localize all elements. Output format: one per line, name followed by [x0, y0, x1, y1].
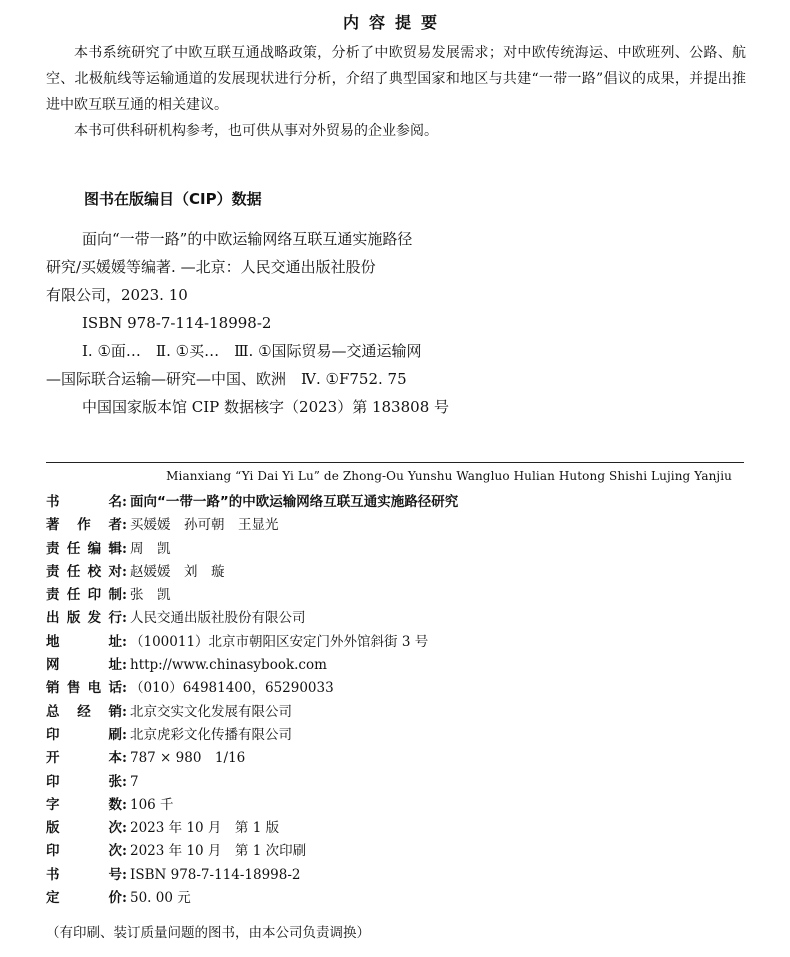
info-label-char: 制 [108, 587, 122, 604]
info-label-char: 话 [108, 680, 122, 697]
info-label-char: 印 [46, 726, 60, 743]
info-label [46, 677, 122, 700]
info-value: 787 × 980 1/16 [130, 750, 246, 767]
pinyin-title: Mianxiang “Yi Dai Yi Lu” de Zhong-Ou Yunshu Wangluo Hulian Hutong Shishi Lujing Yanjiu [166, 469, 732, 483]
info-label [46, 561, 122, 584]
info-label-char: 开 [46, 750, 60, 767]
info-label-char: 价 [108, 890, 122, 907]
info-label-char: 印 [87, 587, 102, 604]
info-value: 张 凯 [130, 587, 171, 604]
info-value: ISBN 978-7-114-18998-2 [130, 866, 301, 883]
info-label-char: 著 [46, 517, 60, 534]
info-row [46, 677, 746, 700]
info-label-char: 出 [46, 610, 60, 627]
info-row [46, 817, 746, 840]
info-colon: : [122, 657, 127, 674]
info-row [46, 607, 746, 630]
info-row [46, 771, 746, 794]
info-colon: : [122, 796, 127, 813]
info-label-char: 销 [46, 680, 60, 697]
info-value: http://www.chinasybook.com [130, 657, 327, 674]
info-label-char: 次 [108, 843, 122, 860]
cip-block [46, 225, 746, 421]
info-row [46, 701, 746, 724]
info-label-char: 任 [66, 540, 81, 557]
info-row [46, 794, 746, 817]
info-value: 50. 00 元 [130, 890, 191, 907]
info-value: 人民交通出版社股份有限公司 [130, 610, 306, 627]
info-label-char: 者 [108, 517, 122, 534]
info-label-char: 发 [87, 610, 102, 627]
quality-note: （有印刷、装订质量问题的图书，由本公司负责调换） [46, 925, 370, 941]
info-row [46, 887, 746, 910]
cip-line: 有限公司，2023. 10 [46, 286, 188, 304]
info-label-char: 责 [46, 587, 60, 604]
info-label-char: 任 [66, 563, 81, 580]
info-label-char: 印 [46, 843, 60, 860]
info-label-char: 网 [46, 657, 60, 674]
info-value: 赵媛媛 刘 璇 [130, 563, 225, 580]
info-label-char: 址 [108, 633, 122, 650]
summary-paragraph: 本书可供科研机构参考，也可供从事对外贸易的企业参阅。 [74, 123, 438, 139]
info-label-char: 刷 [108, 726, 122, 743]
info-colon: : [122, 540, 127, 557]
info-label [46, 771, 122, 794]
info-label-char: 责 [46, 540, 60, 557]
cip-line: Ⅰ. ①面… Ⅱ. ①买… Ⅲ. ①国际贸易—交通运输网 [82, 342, 422, 360]
info-label-char: 责 [46, 563, 60, 580]
cip-line: 面向“一带一路”的中欧运输网络互联互通实施路径 [82, 230, 413, 248]
info-label-char: 编 [87, 540, 102, 557]
info-colon: : [122, 587, 127, 604]
info-colon: : [122, 563, 127, 580]
info-colon: : [122, 843, 127, 860]
info-value: 北京虎彩文化传播有限公司 [130, 726, 292, 743]
info-label-char: 辑 [108, 540, 122, 557]
info-label-char: 售 [66, 680, 81, 697]
info-label [46, 491, 122, 514]
info-colon: : [122, 633, 127, 650]
info-colon: : [122, 726, 127, 743]
divider-line [46, 462, 744, 463]
info-label [46, 584, 122, 607]
info-value: （100011）北京市朝阳区安定门外外馆斜街 3 号 [130, 633, 429, 650]
info-colon: : [122, 517, 127, 534]
info-row [46, 631, 746, 654]
info-label [46, 840, 122, 863]
info-value: 2023 年 10 月 第 1 次印刷 [130, 843, 307, 860]
info-row [46, 724, 746, 747]
info-label-char: 张 [108, 773, 122, 790]
info-label-char: 本 [108, 750, 122, 767]
info-label-char: 版 [46, 820, 60, 837]
info-label-char: 定 [46, 890, 60, 907]
info-value: 106 千 [130, 796, 174, 813]
info-label [46, 887, 122, 910]
info-row [46, 538, 746, 561]
info-label-char: 书 [46, 494, 60, 510]
info-row [46, 747, 746, 770]
info-value: 买媛媛 孙可朝 王显光 [130, 517, 279, 534]
summary-paragraph: 本书系统研究了中欧互联互通战略政策，分析了中欧贸易发展需求；对中欧传统海运、中欧班列、公路、航空、北极航线等运输通道的发展现状进行分析，介绍了典型国家和地区与共建“一带一路”倡议的成果，并提出推进中欧互联互通的相关建议。 [46, 45, 746, 113]
info-label-char: 版 [66, 610, 81, 627]
info-colon: : [122, 494, 127, 510]
info-label-char: 销 [108, 703, 122, 720]
info-label-char: 号 [108, 866, 122, 883]
info-colon: : [122, 820, 127, 837]
info-label [46, 631, 122, 654]
info-label [46, 654, 122, 677]
summary-body [46, 40, 746, 144]
info-label-char: 经 [77, 703, 91, 720]
info-label-char: 总 [46, 703, 60, 720]
info-label [46, 538, 122, 561]
info-value: 面向“一带一路”的中欧运输网络互联互通实施路径研究 [130, 494, 459, 510]
info-value: 7 [130, 773, 139, 790]
info-label [46, 817, 122, 840]
info-row [46, 514, 746, 537]
info-row [46, 840, 746, 863]
info-label [46, 747, 122, 770]
info-label-char: 任 [66, 587, 81, 604]
info-colon: : [122, 866, 127, 883]
info-label [46, 794, 122, 817]
info-row [46, 584, 746, 607]
info-row [46, 864, 746, 887]
cip-line: —国际联合运输—研究—中国、欧洲 Ⅳ. ①F752. 75 [46, 370, 407, 388]
cip-line: 中国国家版本馆 CIP 数据核字（2023）第 183808 号 [82, 398, 450, 416]
info-colon: : [122, 680, 127, 697]
info-label-char: 址 [108, 657, 122, 674]
summary-title: 内容提要 [342, 13, 447, 32]
info-label-char: 数 [108, 796, 122, 813]
info-label-char: 行 [108, 610, 122, 627]
info-label-char: 名 [108, 494, 122, 510]
info-label [46, 864, 122, 887]
info-colon: : [122, 610, 127, 627]
info-value: 周 凯 [130, 540, 171, 557]
info-label-char: 电 [87, 680, 102, 697]
cip-heading: 图书在版编目（CIP）数据 [84, 190, 262, 208]
info-colon: : [122, 890, 127, 907]
info-label [46, 514, 122, 537]
info-label-char: 字 [46, 796, 60, 813]
info-label [46, 607, 122, 630]
info-label-char: 书 [46, 866, 60, 883]
info-label-char: 次 [108, 820, 122, 837]
info-label [46, 701, 122, 724]
info-label-char: 作 [77, 517, 91, 534]
info-colon: : [122, 703, 127, 720]
info-colon: : [122, 773, 127, 790]
info-value: （010）64981400，65290033 [130, 680, 334, 697]
info-label-char: 校 [87, 563, 102, 580]
info-label-char: 地 [46, 633, 60, 650]
info-label-char: 印 [46, 773, 60, 790]
cip-line: ISBN 978-7-114-18998-2 [82, 314, 272, 332]
info-value: 北京交实文化发展有限公司 [130, 703, 292, 720]
info-label-char: 对 [108, 563, 122, 580]
info-row [46, 561, 746, 584]
info-value: 2023 年 10 月 第 1 版 [130, 820, 280, 837]
info-label [46, 724, 122, 747]
cip-line: 研究/买媛媛等编著. —北京：人民交通出版社股份 [46, 258, 376, 276]
info-colon: : [122, 750, 127, 767]
info-row [46, 654, 746, 677]
publication-info [46, 491, 746, 910]
info-row [46, 491, 746, 514]
